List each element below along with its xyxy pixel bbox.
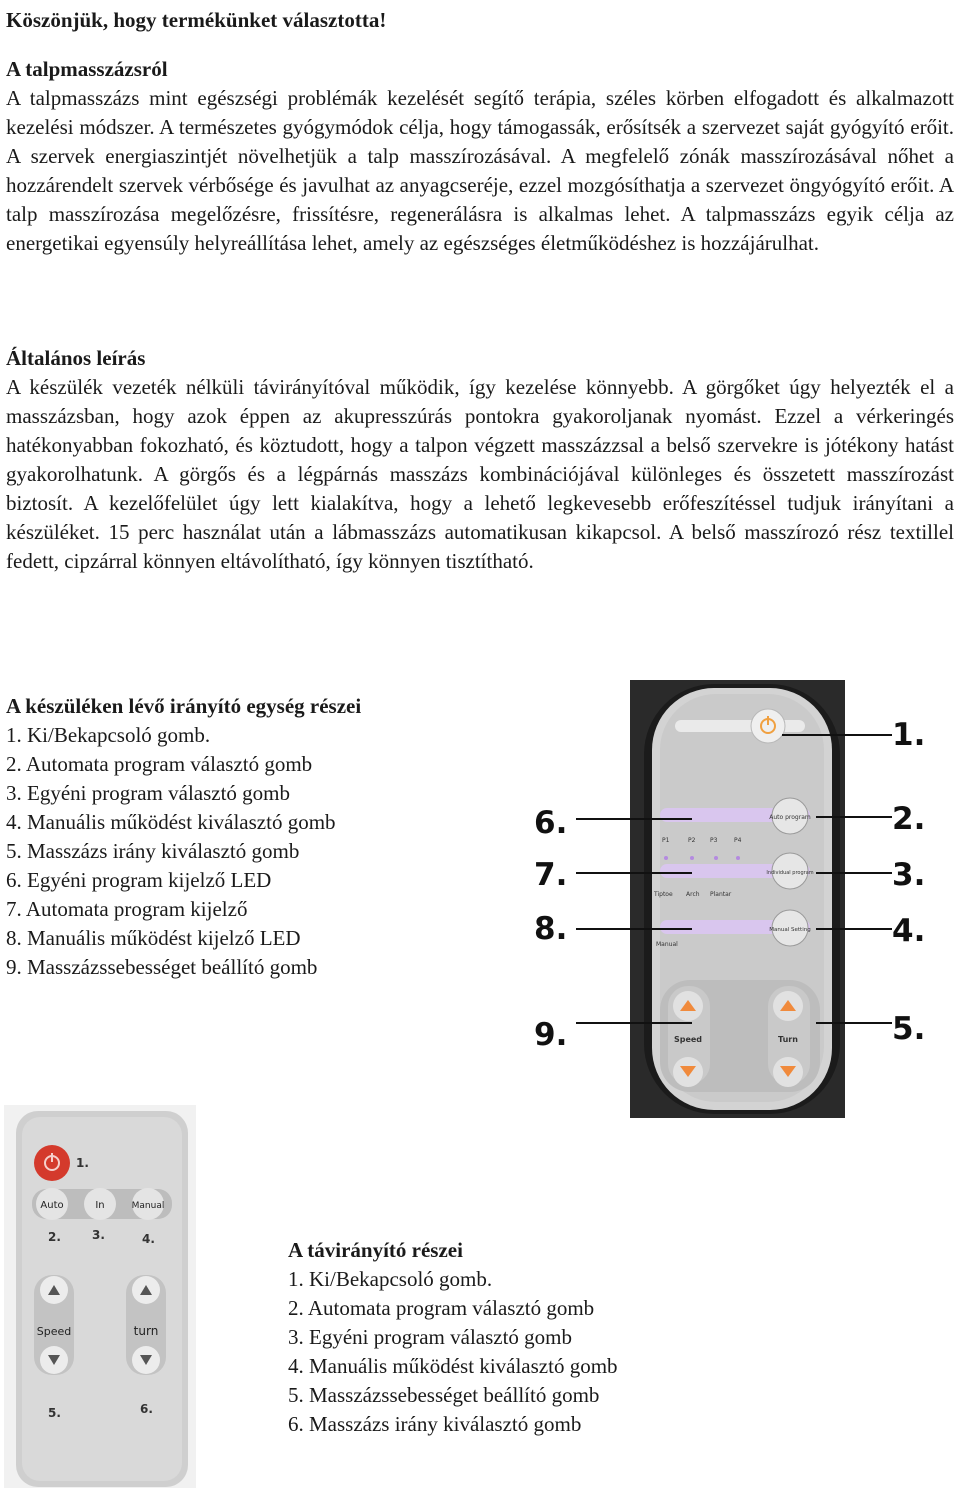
led-label-arch: Arch	[686, 891, 700, 898]
general-section	[6, 344, 954, 576]
remote-callout-4: 4.	[142, 1232, 155, 1246]
callout-8: 8.	[534, 911, 568, 947]
led-label-p2: P2	[688, 837, 696, 844]
led-label-p1: P1	[662, 837, 670, 844]
remote-section	[288, 1236, 808, 1439]
about-section	[6, 55, 954, 258]
device-panel-item: 3. Egyéni program választó gomb	[6, 781, 291, 805]
remote-speed-label: Speed	[36, 1325, 72, 1338]
speed-label: Speed	[673, 1035, 703, 1044]
device-panel-section	[6, 692, 506, 982]
callout-2: 2.	[892, 801, 926, 837]
led-label-tiptoe: Tiptoe	[654, 891, 673, 898]
general-paragraph: A készülék vezeték nélküli távirányítóval működik, így kezelése könnyebb. A görgőket úgy helyezték el a masszázsban, hogy azok éppen az akupresszúrás pontokra gyakoroljanak nyomást. Ezzel a vérkeringés hatékonyabban fokozható, és köztudott, hogy a talpon végzett masszázzsal a belső szervekre is jótékony hatást gyakorolhatunk. A görgős és a légpárnás masszázs kombinációjával különleges és összetett masszírozást biztosít. A kezelőfelület úgy lett kialakítva, hogy a lehető legkevesebb erőfeszítéssel tudjuk irányítani a készüléket. 15 perc használat után a lábmasszázs automatikusan kikapcsol. A belső masszírozó rész textillel fedett, cipzárral könnyen eltávolítható, így könnyen tisztítható.	[6, 375, 954, 573]
callout-1: 1.	[892, 717, 926, 753]
about-paragraph: A talpmasszázs mint egészségi problémák kezelését segítő terápia, széles körben elfogadott és alkalmazott kezelési módszer. A természetes gyógymódok célja, hogy támogassák, erősítsék a szervezet saját gyógyító erőit. A szervek energiaszintjét növelhetjük a talp masszírozásával. A megfelelő zónák masszírozásával nőhet a hozzárendelt szervek vérbősége és javulhat az anyagcseréje, ezzel mozgósíthatja a szervezet öngyógyító erőit. A talp masszírozása megelőzésre, frissítésre, regenerálásra is alkalmas lehet. A talpmasszázs egyik célja az energetikai egyensúly helyreállítása lehet, amely az egészséges életműködéshez is hozzájárulhat.	[6, 86, 954, 255]
led-label-p4: P4	[734, 837, 742, 844]
remote-callout-2: 2.	[48, 1230, 61, 1244]
callout-7: 7.	[534, 857, 568, 893]
page-title: Köszönjük, hogy termékünket választotta!	[6, 8, 387, 32]
device-panel-item: 1. Ki/Bekapcsoló gomb.	[6, 723, 211, 747]
device-panel-item: 5. Masszázs irány kiválasztó gomb	[6, 839, 300, 863]
remote-item: 5. Masszázssebességet beállító gomb	[288, 1383, 600, 1407]
remote-manual-label: Manual	[131, 1201, 165, 1211]
individual-program-button-label: Individual program	[766, 870, 814, 876]
remote-callout-6: 6.	[140, 1402, 153, 1416]
remote-item: 4. Manuális működést kiválasztó gomb	[288, 1354, 618, 1378]
device-panel-item: 9. Masszázssebességet beállító gomb	[6, 955, 318, 979]
device-panel-heading: A készüléken lévő irányító egység részei	[6, 694, 362, 718]
callout-5: 5.	[892, 1011, 926, 1047]
turn-label: Turn	[778, 1035, 798, 1044]
remote-item: 1. Ki/Bekapcsoló gomb.	[288, 1267, 493, 1291]
general-heading: Általános leírás	[6, 346, 146, 370]
device-panel-item: 4. Manuális működést kiválasztó gomb	[6, 810, 336, 834]
remote-in-label: In	[95, 1200, 105, 1211]
callout-3: 3.	[892, 857, 926, 893]
remote-heading: A távirányító részei	[288, 1238, 463, 1262]
remote-power-button	[34, 1145, 70, 1181]
callout-4: 4.	[892, 913, 926, 949]
remote-turn-label: turn	[133, 1324, 159, 1338]
device-panel-item: 2. Automata program választó gomb	[6, 752, 313, 776]
remote-control-photo	[4, 1105, 196, 1488]
device-panel-item: 6. Egyéni program kijelző LED	[6, 868, 272, 892]
remote-callout-5: 5.	[48, 1406, 61, 1420]
led-label-p3: P3	[710, 837, 718, 844]
device-panel-item: 8. Manuális működést kijelző LED	[6, 926, 301, 950]
remote-item: 6. Masszázs irány kiválasztó gomb	[288, 1412, 582, 1436]
callout-6: 6.	[534, 805, 568, 841]
remote-item: 2. Automata program választó gomb	[288, 1296, 595, 1320]
led-label-manual: Manual	[656, 941, 678, 948]
remote-auto-label: Auto	[40, 1200, 64, 1211]
remote-item: 3. Egyéni program választó gomb	[288, 1325, 573, 1349]
about-heading: A talpmasszázsról	[6, 57, 168, 81]
remote-callout-3: 3.	[92, 1228, 105, 1242]
control-panel-callouts	[520, 680, 960, 1120]
device-panel-item: 7. Automata program kijelző	[6, 897, 248, 921]
manual-setting-button-label: Manual Setting	[769, 927, 811, 933]
led-label-plantar: Plantar	[710, 891, 732, 898]
remote-callout-1: 1.	[76, 1156, 89, 1170]
auto-program-button-label: Auto program	[769, 814, 811, 821]
callout-9: 9.	[534, 1017, 568, 1053]
